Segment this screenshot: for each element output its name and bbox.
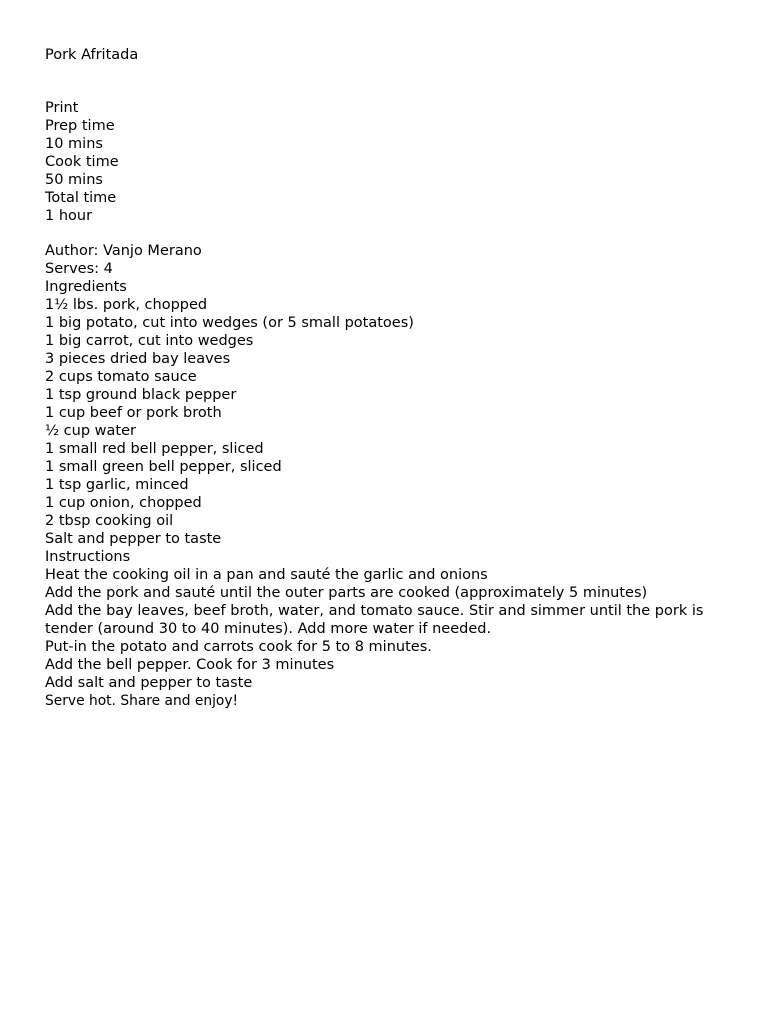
ingredient-item: 1 cup beef or pork broth <box>45 405 222 421</box>
instruction-step: Add salt and pepper to taste <box>45 675 253 691</box>
ingredient-item: 1 cup onion, chopped <box>45 495 202 511</box>
total-time-value: 1 hour <box>45 208 93 224</box>
ingredient-item: 1 big potato, cut into wedges (or 5 small potatoes) <box>45 315 414 331</box>
ingredient-item: 1 tsp garlic, minced <box>45 477 189 493</box>
ingredient-item: ½ cup water <box>45 423 136 439</box>
instruction-step: Add the bay leaves, beef broth, water, and tomato sauce. Stir and simmer until the pork is tender (around 30 to 40 minutes). Add more water if needed. <box>45 603 704 637</box>
print-link[interactable]: Print <box>45 100 79 116</box>
recipe-title: Pork Afritada <box>45 47 139 63</box>
ingredient-item: 1 big carrot, cut into wedges <box>45 333 254 349</box>
ingredient-item: 1 small red bell pepper, sliced <box>45 441 264 457</box>
cook-time-label: Cook time <box>45 154 119 170</box>
ingredient-item: 2 cups tomato sauce <box>45 369 197 385</box>
ingredient-item: 3 pieces dried bay leaves <box>45 351 231 367</box>
instruction-step: Heat the cooking oil in a pan and sauté the garlic and onions <box>45 567 488 583</box>
prep-time-label: Prep time <box>45 118 115 134</box>
recipe-body <box>45 242 735 710</box>
ingredient-item: 2 tbsp cooking oil <box>45 513 174 529</box>
serves-line: Serves: 4 <box>45 261 113 277</box>
ingredient-item: 1 tsp ground black pepper <box>45 387 237 403</box>
instruction-list <box>45 566 735 710</box>
instruction-step: Add the pork and sauté until the outer parts are cooked (approximately 5 minutes) <box>45 585 648 601</box>
ingredient-item: 1 small green bell pepper, sliced <box>45 459 282 475</box>
ingredient-item: 1½ lbs. pork, chopped <box>45 297 208 313</box>
cook-time-value: 50 mins <box>45 172 103 188</box>
prep-time-value: 10 mins <box>45 136 103 152</box>
ingredients-heading: Ingredients <box>45 279 127 295</box>
instruction-step: Serve hot. Share and enjoy! <box>45 693 239 709</box>
ingredient-item: Salt and pepper to taste <box>45 531 222 547</box>
instruction-step: Put-in the potato and carrots cook for 5 to 8 minutes. <box>45 639 432 655</box>
author-line: Author: Vanjo Merano <box>45 243 202 259</box>
total-time-label: Total time <box>45 190 117 206</box>
instruction-step: Add the bell pepper. Cook for 3 minutes <box>45 657 335 673</box>
instructions-heading: Instructions <box>45 549 131 565</box>
ingredient-list <box>45 296 735 548</box>
recipe-meta <box>45 99 119 225</box>
